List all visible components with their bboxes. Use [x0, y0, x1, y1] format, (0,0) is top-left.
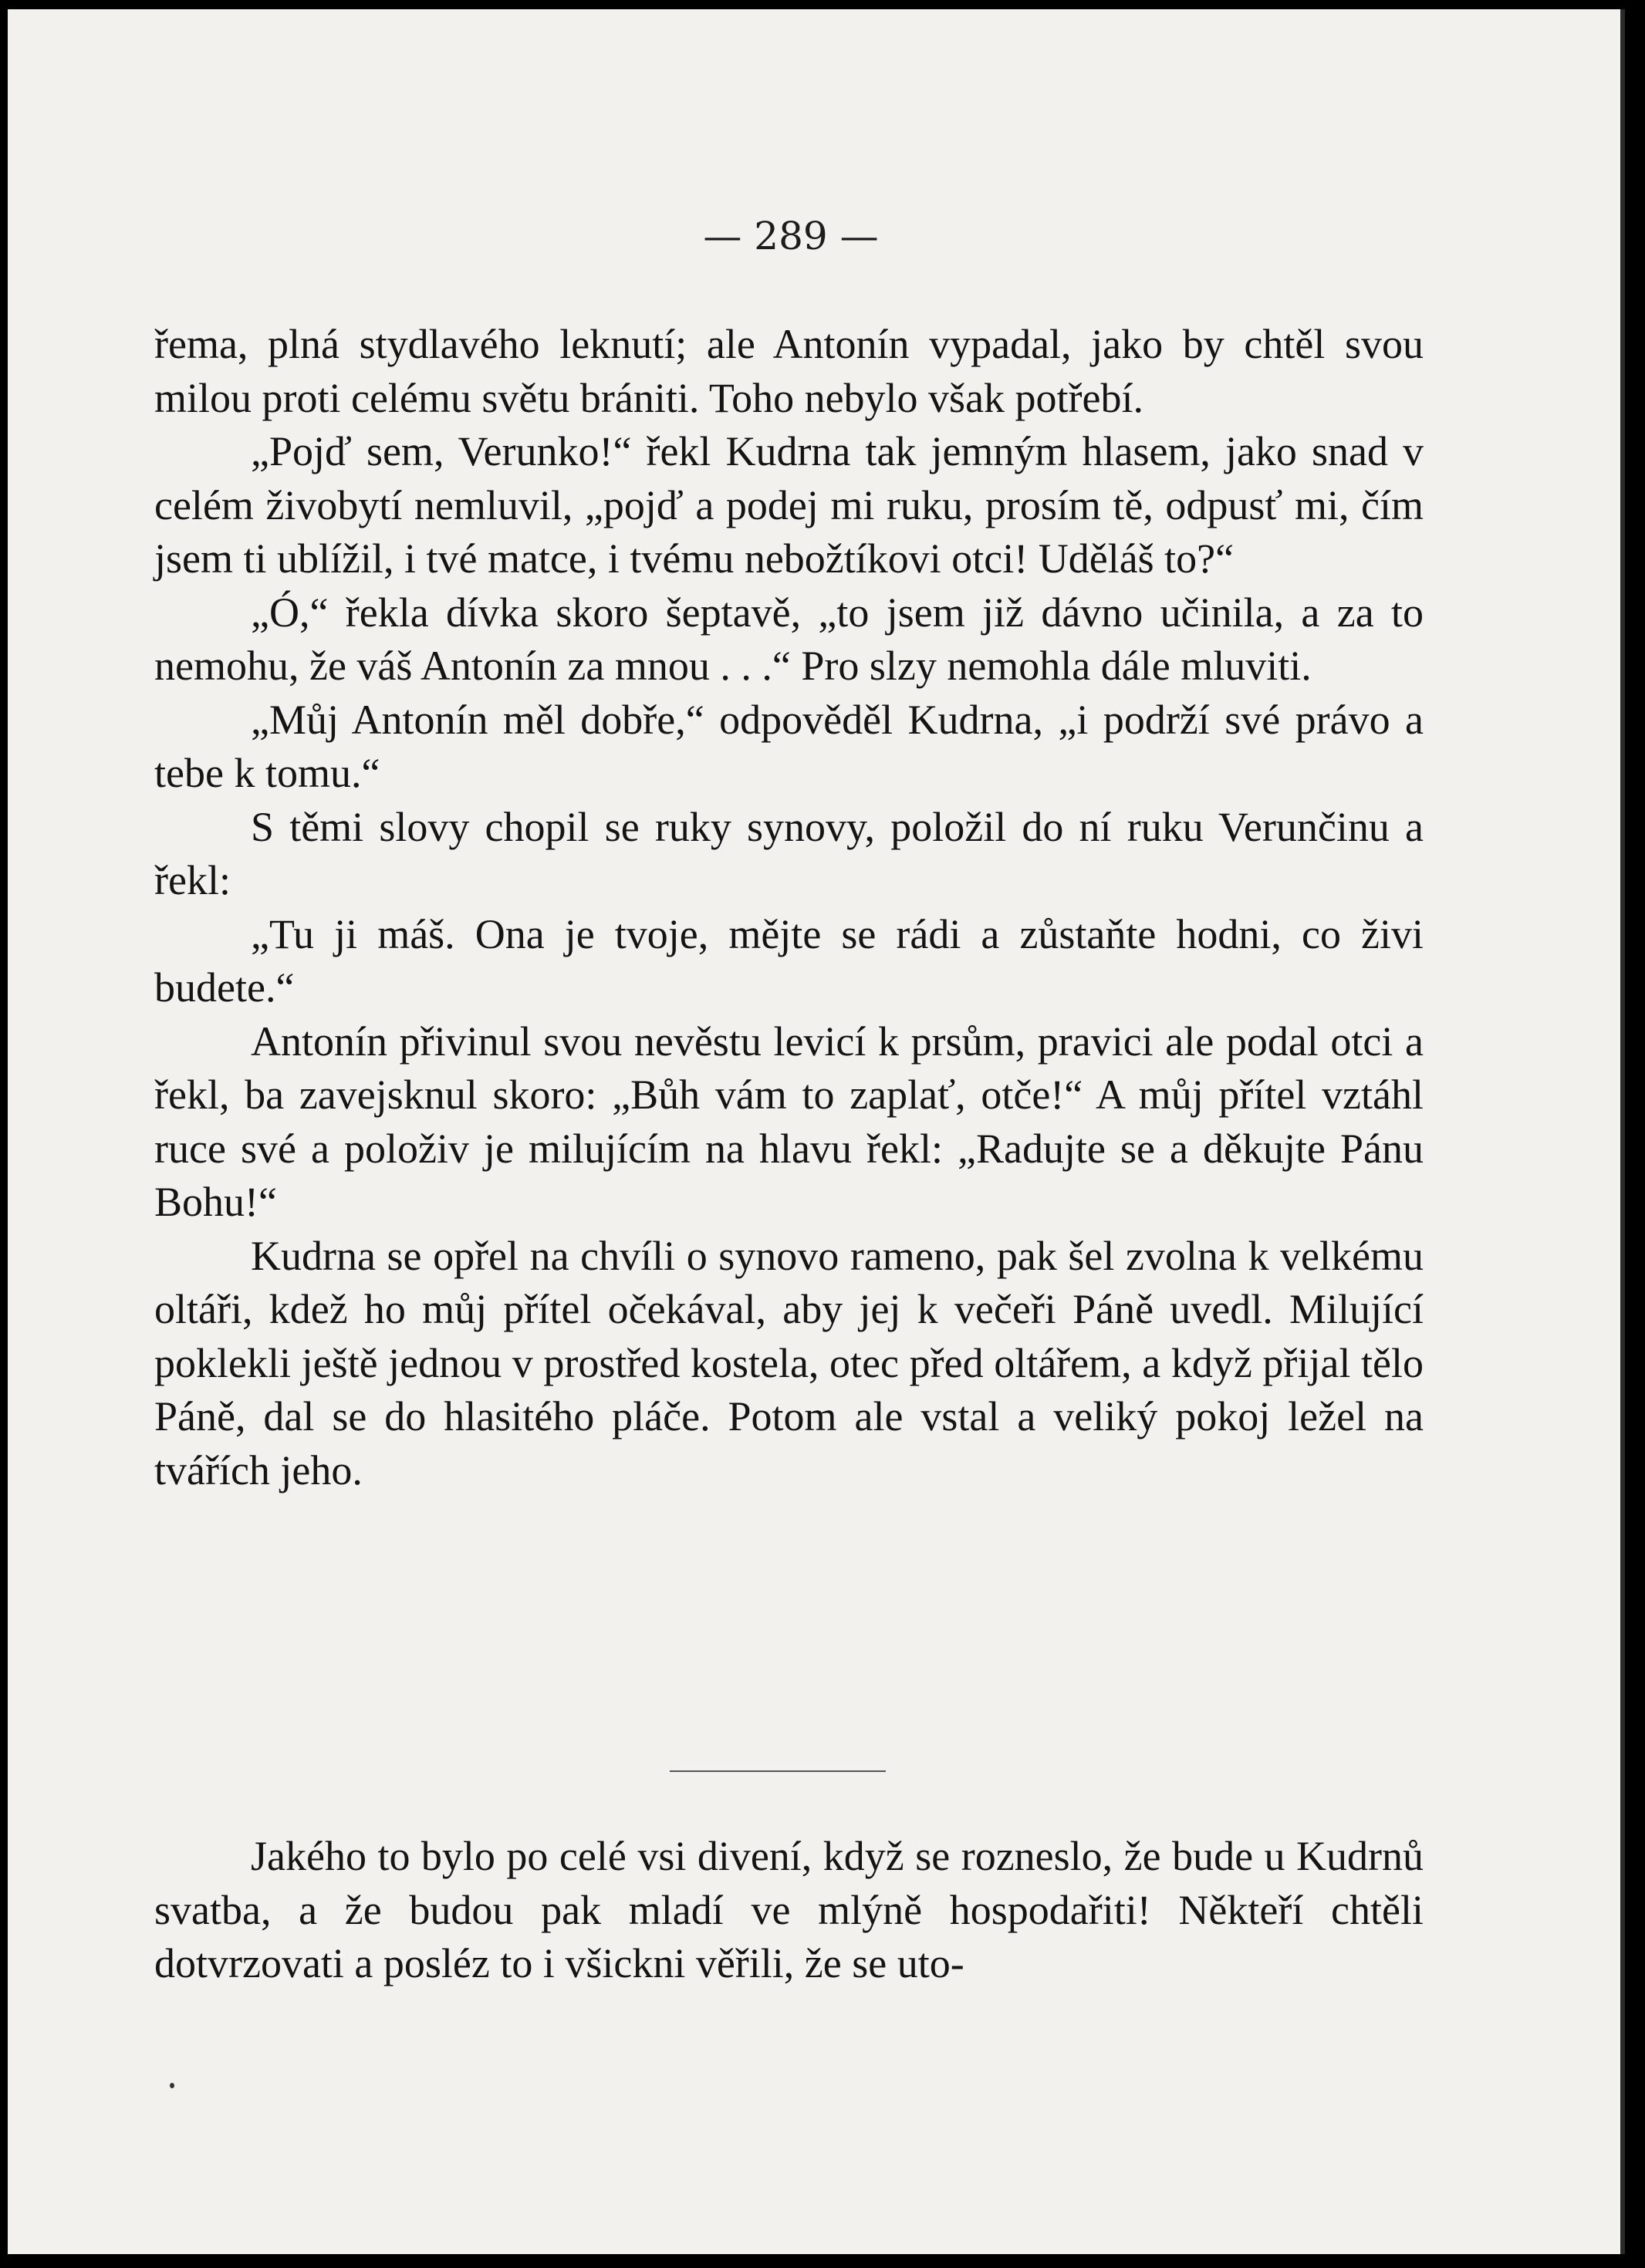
paragraph: řema, plná stydlavého leknutí; ale Antonín vypadal, jako by chtěl svou milou proti celému světu brániti. Toho nebylo však potřebí. [154, 321, 1424, 421]
paragraph: Kudrna se opřel na chvíli o synovo rameno, pak šel zvolna k velkému oltáři, kdež ho můj přítel očekával, aby jej k večeři Páně uvedl. Milující poklekli ještě jednou v prostřed kostela, otec před oltářem, a když přijal tělo Páně, dal se do hlasitého pláče. Potom ale vstal a veliký pokoj ležel na tvářích jeho. [154, 1232, 1424, 1493]
text-block-lower [154, 1830, 1424, 1991]
section-divider [670, 1770, 886, 1772]
print-speck [170, 2083, 174, 2088]
page-number: — 289 — [703, 214, 879, 258]
paragraph: „Můj Antonín měl dobře,“ odpověděl Kudrna, „i podrží své právo a tebe k tomu.“ [154, 696, 1424, 796]
paragraph: „Tu ji máš. Ona je tvoje, mějte se rádi a zůstaňte hodni, co živi budete.“ [154, 910, 1424, 1011]
book-page [8, 9, 1625, 2254]
paragraph: Antonín přivinul svou nevěstu levicí k prsům, pravici ale podal otci a řekl, ba zavejsknul skoro: „Bůh vám to zaplať, otče!“ A můj přítel vztáhl ruce své a položiv je milujícím na hlavu řekl: „Radujte se a děkujte Pánu Bohu!“ [154, 1018, 1424, 1225]
paragraph: Jakého to bylo po celé vsi divení, když se rozneslo, že bude u Kudrnů svatba, a že budou pak mladí ve mlýně hospodařiti! Někteří chtěli dotvrzovati a posléz to i všickni věřili, že se uto- [154, 1833, 1424, 1986]
paragraph: „Ó,“ řekla dívka skoro šeptavě, „to jsem již dávno učinila, a za to nemohu, že váš Antonín za mnou . . .“ Pro slzy nemohla dále mluviti. [154, 589, 1424, 689]
paragraph: „Pojď sem, Verunko!“ řekl Kudrna tak jemným hlasem, jako snad v celém živobytí nemluvil, „pojď a podej mi ruku, prosím tě, odpusť mi, čím jsem ti ublížil, i tvé matce, i tvému nebožtíkovi otci! Uděláš to?“ [154, 428, 1424, 582]
paragraph: S těmi slovy chopil se ruky synovy, položil do ní ruku Verunčinu a řekl: [154, 803, 1424, 903]
text-block-upper [154, 318, 1424, 1497]
